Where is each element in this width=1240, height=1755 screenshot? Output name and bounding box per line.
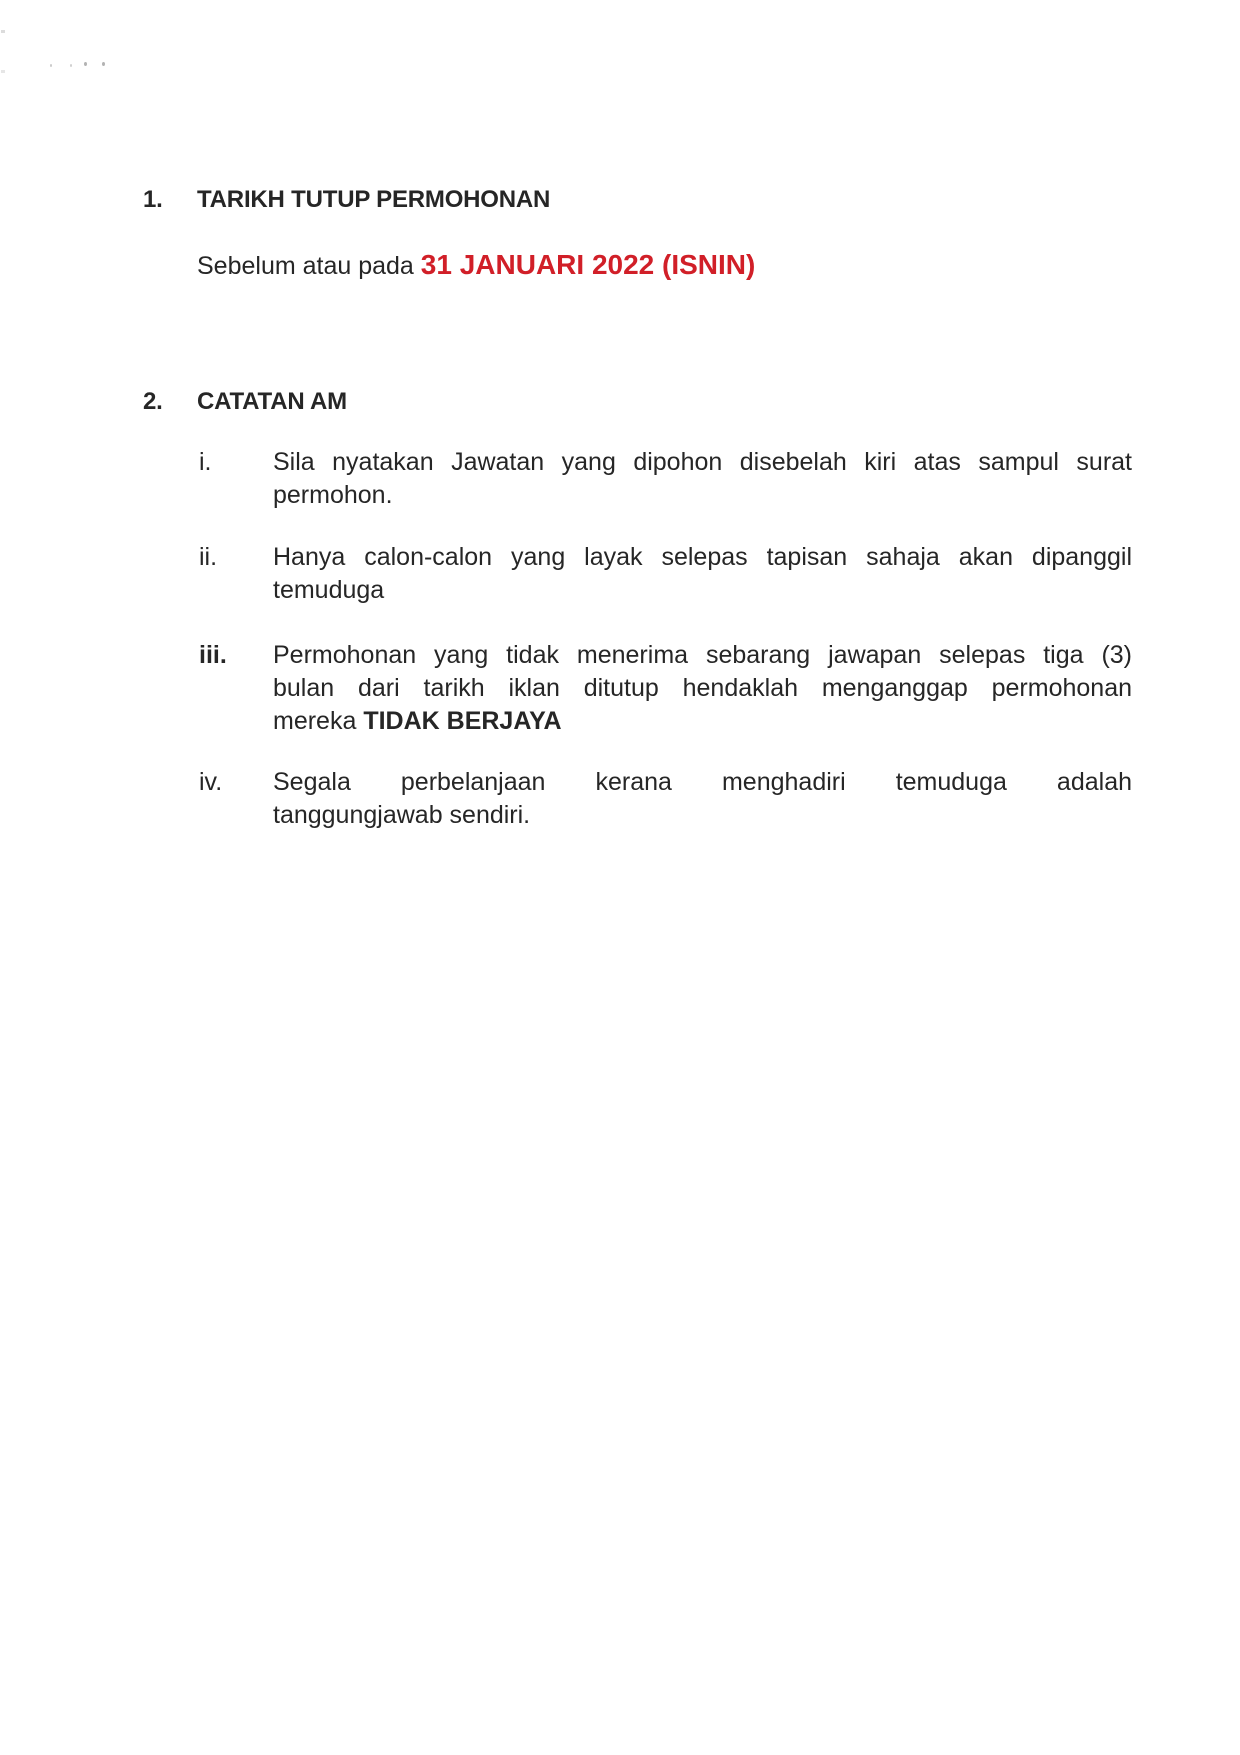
section-2-number: 2. xyxy=(143,388,163,415)
scan-artifact-dot xyxy=(102,62,105,66)
section-2-heading xyxy=(143,387,347,417)
text-line: Permohonan yang tidak menerima sebarang jawapan selepas tiga (3) xyxy=(273,641,1132,669)
section-1-title: TARIKH TUTUP PERMOHONAN xyxy=(197,186,551,213)
list-item-iii xyxy=(199,639,1132,738)
list-item-iv xyxy=(199,766,1132,832)
list-item-ii xyxy=(199,541,1132,607)
item-i-marker: i. xyxy=(199,448,212,476)
text-line: tanggungjawab sendiri. xyxy=(273,801,531,829)
list-item-i xyxy=(199,446,1132,512)
item-iii-last-line-prefix: mereka xyxy=(273,707,364,735)
item-iv-marker: iv. xyxy=(199,768,223,796)
item-iii-last-line-bold: TIDAK BERJAYA xyxy=(363,707,562,735)
text-line: Segala perbelanjaan kerana menghadiri temuduga adalah xyxy=(273,768,1132,796)
item-iv-text xyxy=(273,766,1132,832)
text-line: bulan dari tarikh iklan ditutup hendaklah menganggap permohonan xyxy=(273,674,1132,702)
text-line: temuduga xyxy=(273,576,385,604)
item-iii-text xyxy=(273,639,1132,738)
scan-artifact-mark xyxy=(1,30,5,33)
section-1-heading xyxy=(143,185,550,215)
text-line: Hanya calon-calon yang layak selepas tapisan sahaja akan dipanggil xyxy=(273,543,1132,571)
scan-artifact-dot xyxy=(84,62,87,66)
text-line xyxy=(273,705,1132,738)
closing-date-highlight: 31 JANUARI 2022 (ISNIN) xyxy=(420,249,756,280)
closing-date-prefix: Sebelum atau pada xyxy=(197,252,421,280)
scan-artifact-dot xyxy=(50,64,52,67)
item-iii-marker: iii. xyxy=(199,641,227,669)
text-line: Sila nyatakan Jawatan yang dipohon disebelah kiri atas sampul surat xyxy=(273,448,1132,476)
scan-artifact-dot xyxy=(70,64,72,67)
item-ii-marker: ii. xyxy=(199,543,218,571)
section-1-number: 1. xyxy=(143,186,163,213)
item-i-text xyxy=(273,446,1132,512)
closing-date-line xyxy=(197,247,755,284)
text-line: permohon. xyxy=(273,481,393,509)
section-2-title: CATATAN AM xyxy=(197,388,347,415)
scan-artifact-mark xyxy=(1,70,5,73)
item-ii-text xyxy=(273,541,1132,607)
